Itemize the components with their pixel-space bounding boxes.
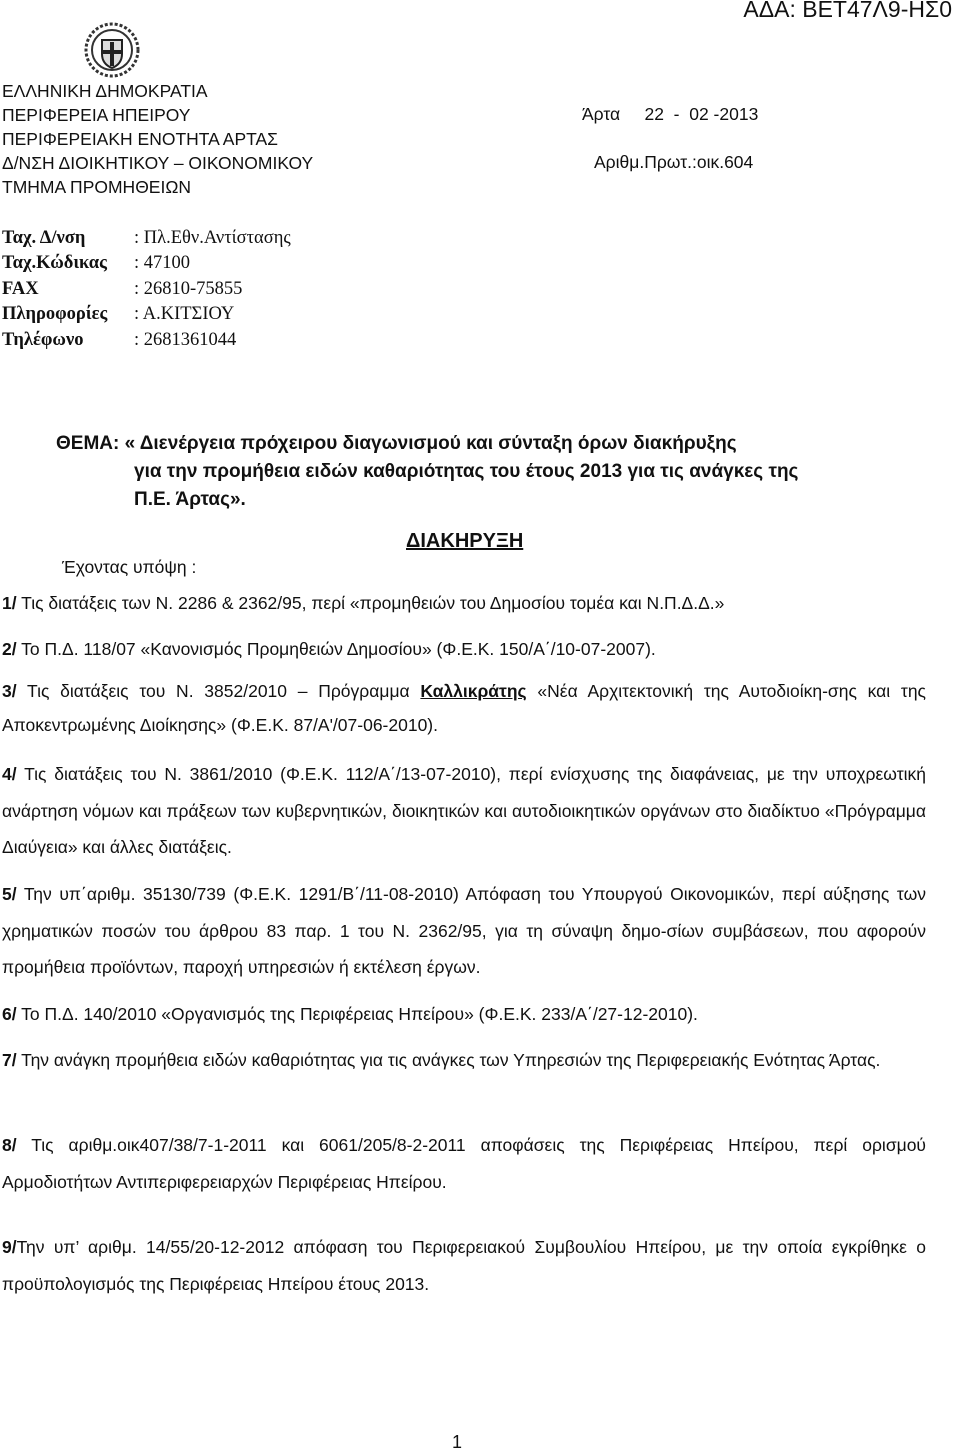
item-5 [2,876,926,986]
fax-label: FAX [2,279,39,299]
item-8-number: 8/ [2,1135,17,1155]
subject-line-1: ΘΕΜΑ: « Διενέργεια πρόχειρου διαγωνισμού και σύνταξη όρων διακήρυξης [56,433,737,454]
org-line-5: ΤΜΗΜΑ ΠΡΟΜΗΘΕΙΩΝ [2,177,192,197]
protocol-number: Αριθμ.Πρωτ.:οικ.604 [594,152,754,172]
subject-block [56,430,798,514]
item-8 [2,1127,926,1200]
item-3 [2,674,926,742]
item-1-number: 1/ [2,593,17,613]
item-4-number: 4/ [2,764,17,784]
page-number: 1 [452,1432,463,1452]
item-8-text: Τις αριθμ.οικ407/38/7-1-2011 και 6061/205/8-2-2011 αποφάσεις της Περιφέρειας Ηπείρου, περί ορισμού Αρμοδιοτήτων Αντιπεριφερειαρχών Περιφέρειας Ηπείρου. [2,1135,926,1192]
item-4 [2,756,926,866]
contact-phone [2,330,236,351]
item-1-text: Τις διατάξεις των Ν. 2286 & 2362/95, περί «προμηθειών του Δημοσίου τομέα και Ν.Π.Δ.Δ.» [16,593,725,613]
item-6-text: Το Π.Δ. 140/2010 «Οργανισμός της Περιφέρειας Ηπείρου» (Φ.Ε.Κ. 233/Α΄/27-12-2010). [16,1004,698,1024]
subject-line-2: για την προμήθεια ειδών καθαριότητας του έτους 2013 για τις ανάγκες της [134,461,799,482]
contact-postcode [2,253,190,274]
org-line-2: ΠΕΡΙΦΕΡΕΙΑ ΗΠΕΙΡΟΥ [2,105,191,125]
org-line-3: ΠΕΡΙΦΕΡΕΙΑΚΗ ΕΝΟΤΗΤΑ ΑΡΤΑΣ [2,129,279,149]
item-7 [2,1042,926,1079]
item-3-text-pre: Τις διατάξεις του Ν. 3852/2010 – Πρόγραμμα [16,681,421,701]
fax-value: : 26810-75855 [134,279,243,299]
address-value: : Πλ.Εθν.Αντίστασης [134,228,291,248]
item-7-number: 7/ [2,1050,17,1070]
item-6-number: 6/ [2,1004,17,1024]
item-5-number: 5/ [2,884,17,904]
item-6 [2,996,926,1033]
item-3-text-post: «Νέα Αρχιτεκτονική της Αυτοδιοίκη-σης και της Αποκεντρωμένης Διοίκησης» (Φ.Ε.Κ. 87/Α'/07-06-2010). [2,681,926,735]
document-title: ΔΙΑΚΗΡΥΞΗ [406,530,524,552]
item-1 [2,585,926,622]
item-5-text: Την υπ΄αριθμ. 35130/739 (Φ.Ε.Κ. 1291/Β΄/11-08-2010) Απόφαση του Υπουργού Οικονομικών, περί αύξησης των χρηματικών ποσών του άρθρου 83 παρ. 1 του Ν. 2362/95, για τη σύναψη δημο-σίων συμβάσεων, που αφορούν προμήθεια προϊόντων, παροχή υπηρεσιών ή εκτέλεση έργων. [2,884,926,977]
greek-emblem-icon [84,22,140,78]
item-3-number: 3/ [2,681,17,701]
item-4-text: Τις διατάξεις του Ν. 3861/2010 (Φ.Ε.Κ. 112/Α΄/13-07-2010), περί ενίσχυσης της διαφάνειας, με την υποχρεωτική ανάρτηση νόμων και πράξεων των κυβερνητικών, διοικητικών και αυτοδιοικητικών οργάνων στο διαδίκτυο «Πρόγραμμα Διαύγεια» και άλλες διατάξεις. [2,764,926,857]
item-9 [2,1229,926,1302]
contact-fax [2,279,242,300]
phone-label: Τηλέφωνο [2,330,84,350]
given-intro: Έχοντας υπόψη : [62,557,197,577]
postcode-label: Ταχ.Κώδικας [2,253,107,273]
item-9-number: 9/ [2,1237,17,1257]
contact-info [2,304,234,325]
subject-line-3: Π.Ε. Άρτας». [134,489,246,510]
item-9-text: Την υπ’ αριθμ. 14/55/20-12-2012 απόφαση του Περιφερειακού Συμβουλίου Ηπείρου, με την οποία εγκρίθηκε ο προϋπολογισμός της Περιφέρειας Ηπείρου έτους 2013. [2,1237,926,1294]
item-3-kallikratis: Καλλικράτης [420,681,527,701]
org-line-1: ΕΛΛΗΝΙΚΗ ΔΗΜΟΚΡΑΤΙΑ [2,81,208,101]
phone-value: : 2681361044 [134,330,237,350]
info-label: Πληροφορίες [2,304,108,324]
item-7-text: Την ανάγκη προμήθεια ειδών καθαριότητας για τις ανάγκες των Υπηρεσιών της Περιφερειακής Ενότητας Άρτας. [16,1050,881,1070]
org-line-4: Δ/ΝΣΗ ΔΙΟΙΚΗΤΙΚΟΥ – ΟΙΚΟΝΟΜΙΚΟΥ [2,153,314,173]
address-label: Ταχ. Δ/νση [2,228,86,248]
place-date: Άρτα 22 - 02 -2013 [582,104,759,124]
item-2 [2,631,926,668]
info-value: : Α.ΚΙΤΣΙΟΥ [134,304,235,324]
postcode-value: : 47100 [134,253,191,273]
item-2-text: Το Π.Δ. 118/07 «Κανονισμός Προμηθειών Δημοσίου» (Φ.Ε.Κ. 150/Α΄/10-07-2007). [16,639,656,659]
contact-address [2,228,291,249]
item-2-number: 2/ [2,639,17,659]
ada-code: ΑΔΑ: ΒΕΤ47Λ9-ΗΣ0 [743,0,952,22]
